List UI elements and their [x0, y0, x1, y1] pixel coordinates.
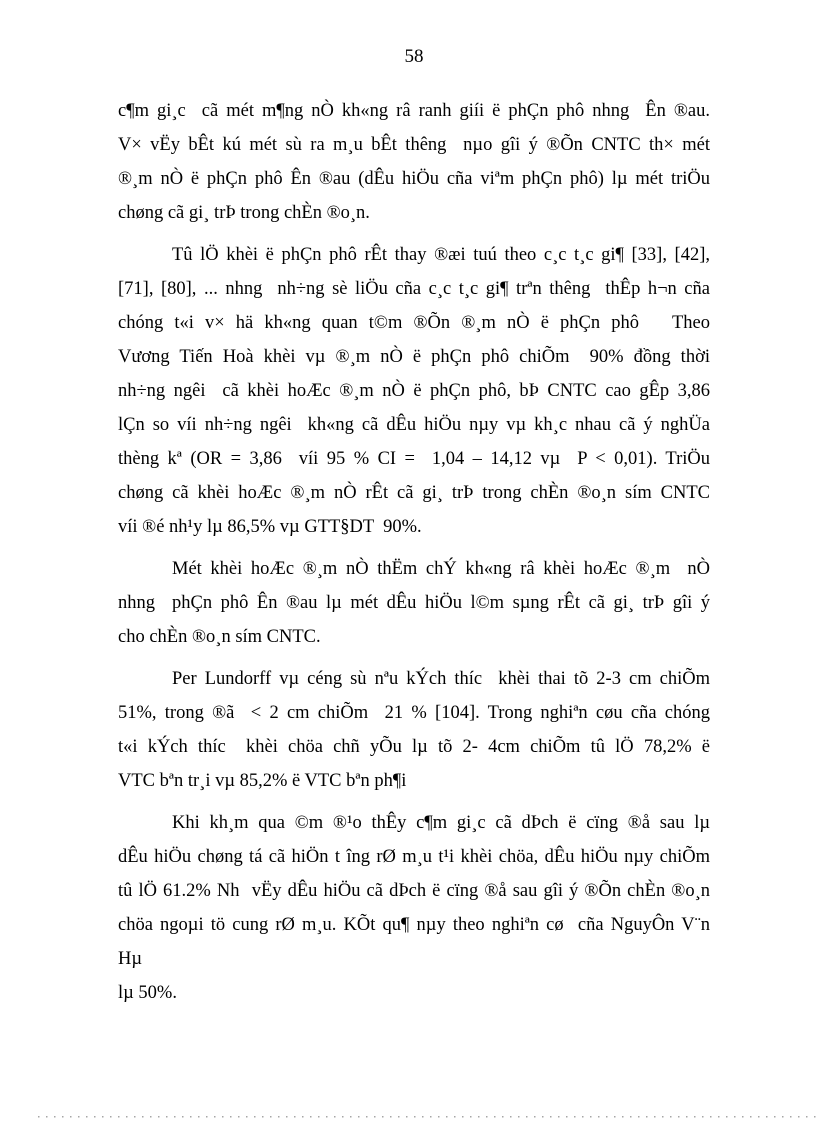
text-line: nh÷ng ngêi cã khèi hoÆc ®¸m nÒ ë phÇn phô, bÞ CNTC cao gÊp 3,86 — [118, 381, 710, 401]
text-line: lµ 50%. — [118, 983, 177, 1003]
paragraph — [118, 806, 710, 976]
text-line: Mét khèi hoÆc ®¸m nÒ thËm chÝ kh«ng râ khèi hoÆc ®¸m nÒ — [172, 559, 710, 579]
text-line: V× vËy bÊt kú mét sù ra m¸u bÊt thêng nµo gîi ý ®Õn CNTC th× mét — [118, 135, 710, 155]
text-line: dÊu hiÖu chøng tá cã hiÖn t îng rØ m¸u t¹i khèi chöa, dÊu hiÖu nµy chiÕm — [118, 847, 710, 867]
text-line: chöa ngoµi tö cung rØ m¸u. KÕt qu¶ nµy theo nghiªn cø cña NguyÔn V¨n — [118, 915, 710, 935]
paragraph — [118, 976, 710, 1010]
text-line: Hµ — [118, 949, 143, 969]
text-line: ®¸m nÒ ë phÇn phô Ên ®au (dÊu hiÖu cña viªm phÇn phô) lµ mét triÖu — [118, 169, 710, 189]
paragraph — [118, 662, 710, 798]
page-number: 58 — [404, 46, 424, 67]
text-line: c¶m gi¸c cã mét m¶ng nÒ kh«ng râ ranh giíi ë phÇn phô nhng Ên ®au. — [118, 101, 710, 121]
text-line: Tû lÖ khèi ë phÇn phô rÊt thay ®æi tuú theo c¸c t¸c gi¶ [33], [42], — [172, 245, 710, 265]
page-boundary-dotted-line — [38, 1116, 816, 1118]
text-line: víi ®é nh¹y lµ 86,5% vµ GTT§DT 90%. — [118, 517, 422, 537]
text-line: [71], [80], ... nhng nh÷ng sè liÖu cña c¸c t¸c gi¶ trªn thêng thÊp h¬n cña — [118, 279, 710, 299]
paragraph — [118, 552, 710, 654]
text-line: Vương Tiến Hoà khèi vµ ®¸m nÒ ë phÇn phô chiÕm 90% đồng thời — [118, 347, 710, 367]
text-line: chøng cã gi¸ trÞ trong chÈn ®o¸n. — [118, 203, 370, 223]
text-line: nhng phÇn phô Ên ®au lµ mét dÊu hiÖu l©m sµng rÊt cã gi¸ trÞ gîi ý — [118, 593, 710, 613]
text-line: t«i kÝch thíc khèi chöa chñ yÕu lµ tõ 2- 4cm chiÕm tû lÖ 78,2% ë — [118, 737, 710, 757]
text-line: lÇn so víi nh÷ng ngêi kh«ng cã dÊu hiÖu nµy vµ kh¸c nhau cã ý nghÜa — [118, 415, 710, 435]
text-line: tû lÖ 61.2% Nh vËy dÊu hiÖu cã dÞch ë cïng ®å sau gîi ý ®Õn chÈn ®o¸n — [118, 881, 710, 901]
text-line: thèng kª (OR = 3,86 víi 95 % CI = 1,04 – 14,12 vµ P < 0,01). TriÖu — [118, 449, 710, 469]
document-body — [118, 94, 710, 1010]
text-line: Per Lundorff vµ céng sù nªu kÝch thíc khèi thai tõ 2-3 cm chiÕm — [172, 669, 710, 689]
text-line: VTC bªn tr¸i vµ 85,2% ë VTC bªn ph¶i — [118, 771, 407, 791]
text-line: cho chÈn ®o¸n sím CNTC. — [118, 627, 321, 647]
text-line: chøng cã khèi hoÆc ®¸m nÒ rÊt cã gi¸ trÞ trong chÈn ®o¸n sím CNTC — [118, 483, 710, 503]
text-line: Khi kh¸m qua ©m ®¹o thÊy c¶m gi¸c cã dÞch ë cïng ®å sau lµ — [172, 813, 710, 833]
text-line: chóng t«i v× hä kh«ng quan t©m ®Õn ®¸m nÒ ë phÇn phô Theo — [118, 313, 710, 333]
text-line: 51%, trong ®ã < 2 cm chiÕm 21 % [104]. Trong nghiªn cøu cña chóng — [118, 703, 710, 723]
paragraph — [118, 94, 710, 230]
paragraph — [118, 238, 710, 544]
